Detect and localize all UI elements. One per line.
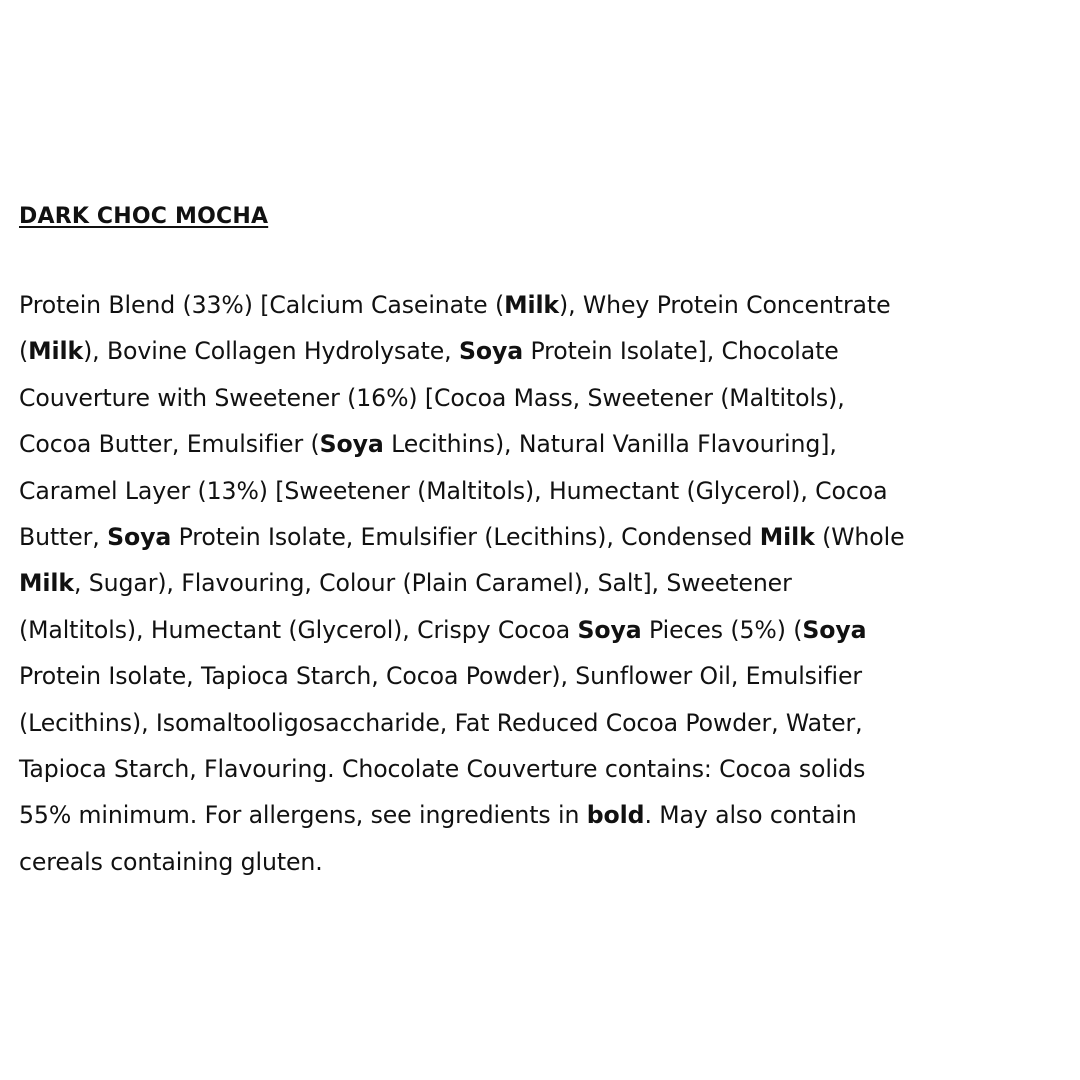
- ingredient-text: 55% minimum. For allergens, see ingredients in: [19, 801, 587, 830]
- ingredients-line: [19, 421, 1069, 467]
- ingredients-line: [19, 328, 1069, 374]
- ingredient-text: Caramel Layer (13%) [Sweetener (Maltitols), Humectant (Glycerol), Cocoa: [19, 476, 888, 505]
- allergen-text: Soya: [577, 615, 642, 644]
- ingredients-line: [19, 653, 1069, 699]
- ingredient-text: Tapioca Starch, Flavouring. Chocolate Couverture contains: Cocoa solids: [19, 755, 866, 784]
- ingredient-text: Pieces (5%) (: [641, 615, 803, 644]
- ingredient-text: cereals containing gluten.: [19, 847, 323, 876]
- ingredients-line: [19, 607, 1069, 653]
- ingredient-text: Cocoa Butter, Emulsifier (: [19, 430, 320, 459]
- allergen-text: Soya: [802, 615, 867, 644]
- ingredients-line: [19, 839, 1069, 885]
- ingredient-text: . May also contain: [644, 801, 857, 830]
- allergen-text: Soya: [319, 430, 384, 459]
- ingredient-text: Lecithins), Natural Vanilla Flavouring],: [383, 430, 837, 459]
- allergen-text: Milk: [504, 291, 560, 319]
- allergen-text: Milk: [28, 337, 84, 366]
- ingredient-text: , Sugar), Flavouring, Colour (Plain Caramel), Salt], Sweetener: [73, 569, 792, 598]
- ingredient-text: Protein Isolate, Emulsifier (Lecithins), Condensed: [171, 523, 760, 552]
- allergen-text: bold: [586, 801, 645, 830]
- ingredient-text: Protein Blend (33%) [Calcium Caseinate (: [19, 291, 505, 319]
- ingredients-line: [19, 792, 1069, 838]
- ingredients-line: [19, 746, 1069, 792]
- ingredient-text: Butter,: [19, 523, 108, 552]
- product-title: DARK CHOC MOCHA: [19, 204, 269, 229]
- allergen-text: Soya: [458, 337, 524, 366]
- allergen-text: Milk: [759, 523, 815, 552]
- ingredients-line: [19, 468, 1069, 514]
- ingredients-line: [19, 282, 1069, 328]
- ingredients-line: [19, 514, 1069, 560]
- ingredient-text: ), Bovine Collagen Hydrolysate,: [83, 337, 459, 366]
- ingredient-text: Protein Isolate], Chocolate: [523, 337, 839, 366]
- ingredients-line: [19, 700, 1069, 746]
- ingredient-text: ), Whey Protein Concentrate: [559, 291, 891, 319]
- allergen-text: Milk: [19, 569, 74, 598]
- ingredient-text: (Maltitols), Humectant (Glycerol), Crispy Cocoa: [19, 615, 578, 644]
- ingredient-text: Couverture with Sweetener (16%) [Cocoa Mass, Sweetener (Maltitols),: [19, 383, 845, 412]
- ingredients-line: [19, 375, 1069, 421]
- allergen-text: Soya: [107, 523, 172, 552]
- ingredients-line: [19, 560, 1069, 606]
- ingredient-text: (Lecithins), Isomaltooligosaccharide, Fat Reduced Cocoa Powder, Water,: [19, 708, 863, 737]
- ingredient-text: (Whole: [814, 523, 905, 552]
- ingredient-text: Protein Isolate, Tapioca Starch, Cocoa Powder), Sunflower Oil, Emulsifier: [19, 662, 863, 691]
- ingredient-text: (: [19, 337, 29, 366]
- ingredients-text: [19, 282, 1069, 885]
